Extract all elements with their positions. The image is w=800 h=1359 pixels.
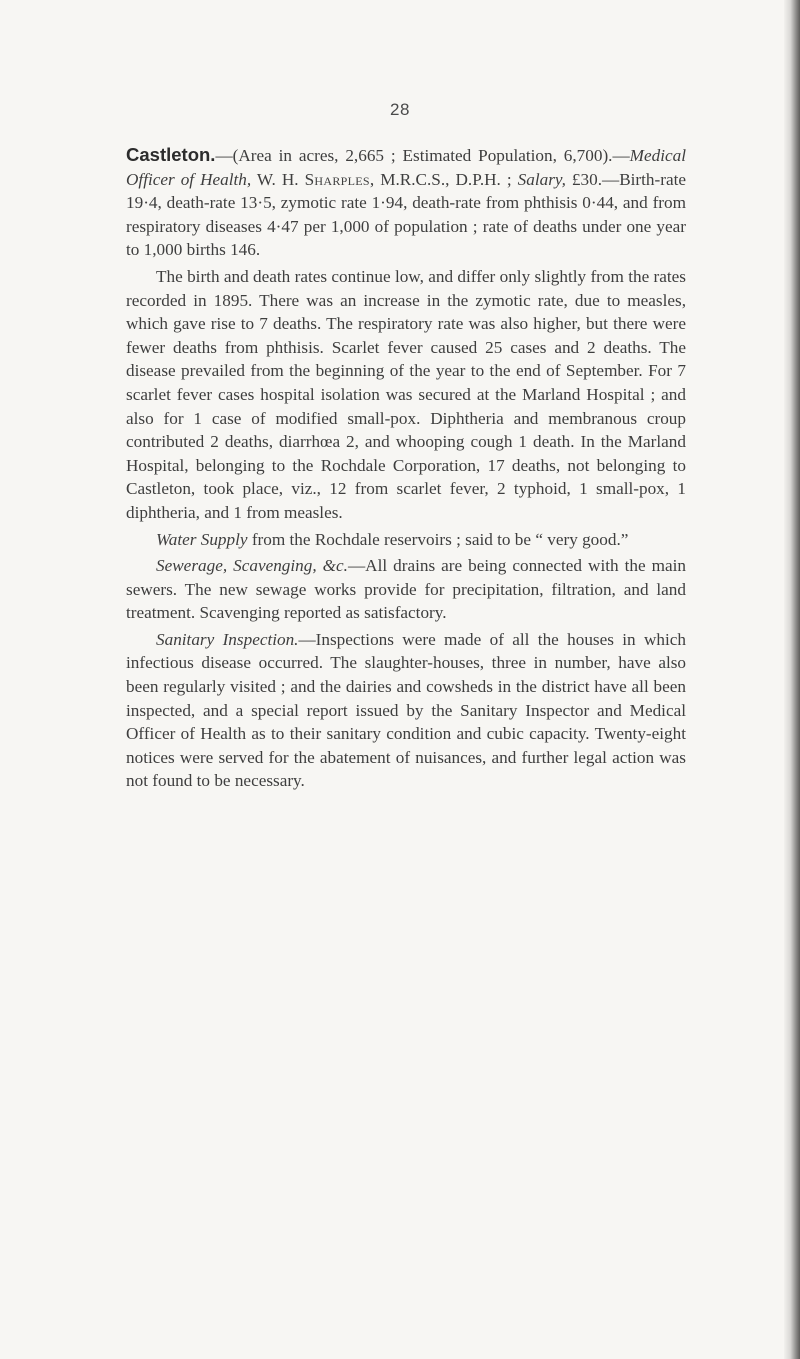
sewerage-text: —All drains are being connected with the main sewers. The new sewage works provide for precipitation, filtration, and land treatment. Scavenging reported as satisfactory.: [126, 556, 686, 623]
district-area-population: —(Area in acres, 2,665 ; Estimated Population, 6,700).—: [215, 146, 630, 165]
officer-initials: W. H.: [251, 169, 305, 189]
vital-statistics: £30.—Birth-rate 19·4, death-rate 13·5, zymotic rate 1·94, death-rate from phthisis 0·44, and from respiratory diseases 4·47 per 1,000 of population ; rate of deaths under one year to 1,000 births 146.: [126, 169, 687, 260]
water-supply-paragraph: [126, 528, 686, 552]
district-title: Castleton.: [126, 144, 216, 165]
officer-qualifications: , M.R.C.S., D.P.H. ;: [369, 169, 518, 189]
rates-paragraph: The birth and death rates continue low, and differ only slightly from the rates recorded in 1895. There was an increase in the zymotic rate, due to measles, which gave rise to 7 deaths. The respiratory rate was also higher, but there were fewer deaths from phthisis. Scarlet fever caused 25 cases and 2 deaths. The disease prevailed from the beginning of the year to the end of September. For 7 scarlet fever cases hospital isolation was secured at the Marland Hospital ; and also for 1 case of modified small-pox. Diphtheria and membranous croup contributed 2 deaths, diarrhœa 2, and whooping cough 1 death. In the Marland Hospital, belonging to the Rochdale Corporation, 17 deaths, not belonging to Castleton, took place, viz., 12 from scarlet fever, 2 typhoid, 1 small-pox, 1 diphtheria, and 1 from measles.: [126, 266, 686, 522]
page-edge-shadow: [784, 0, 800, 1359]
water-supply-text: from the Rochdale reservoirs ; said to be “ very good.”: [247, 529, 629, 549]
sewerage-paragraph: [126, 554, 686, 625]
salary-label: Salary,: [517, 169, 566, 189]
officer-surname: Sharples: [304, 169, 370, 189]
sanitary-inspection-heading: Sanitary Inspection.: [156, 629, 299, 649]
sewerage-heading: Sewerage, Scavenging, &c.: [156, 556, 348, 576]
water-supply-heading: Water Supply: [156, 529, 248, 549]
page-number: 28: [390, 100, 410, 119]
medical-officer-label: Medical Officer of Health,: [126, 146, 686, 189]
report-body: [126, 143, 686, 793]
sanitary-inspection-paragraph: [126, 628, 686, 793]
castleton-summary-paragraph: [126, 143, 686, 262]
sanitary-inspection-text: —Inspections were made of all the houses in which infectious disease occurred. The slaughter-houses, three in number, have also been regularly visited ; and the dairies and cowsheds in the district have all been inspected, and a special report issued by the Sanitary Inspector and Medical Officer of Health as to their sanitary condition and cubic capacity. Twenty-eight notices were served for the abatement of nuisances, and further legal action was not found to be necessary.: [126, 629, 686, 791]
